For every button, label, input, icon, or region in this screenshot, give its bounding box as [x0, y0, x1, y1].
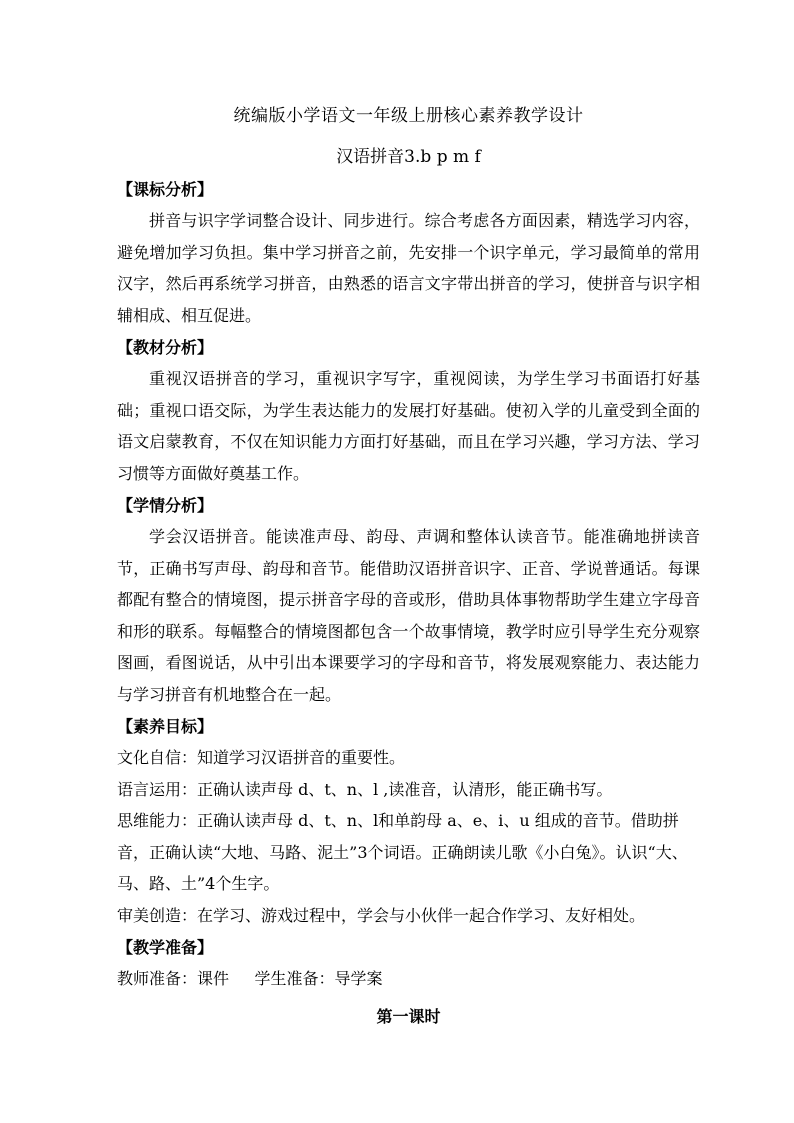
curriculum-heading: 【课标分析】: [117, 180, 214, 199]
textbook-heading: 【教材分析】: [117, 338, 214, 357]
document-subtitle: 汉语拼音3.b p m f: [336, 147, 481, 167]
learners-paragraph: 学会汉语拼音。能读准声母、韵母、声调和整体认读音节。能准确地拼读音节，正确书写声母、韵母和音节。能借助汉语拼音识字、正音、学说普通话。每课都配有整合的情境图，提示拼音字母的音或形，借助具体事物帮助学生建立字母音和形的联系。每幅整合的情境图都包含一个故事情境，教学时应引导学生充分观察图画，看图说话，从中引出本课要学习的字母和音节，将发展观察能力、表达能力与学习拼音有机地整合在一起。: [117, 527, 700, 704]
goal-language: 语言运用：正确认读声母 d、t、n、l ,读准音，认清形，能正确书写。: [117, 779, 613, 799]
curriculum-paragraph: 拼音与识字学词整合设计、同步进行。综合考虑各方面因素，精选学习内容，避免增加学习负担。集中学习拼音之前，先安排一个识字单元，学习最简单的常用汉字，然后再系统学习拼音，由熟悉的语言文字带出拼音的学习，使拼音与识字相辅相成、相互促进。: [117, 211, 700, 325]
prep-student: 学生准备：导学案: [254, 969, 383, 988]
textbook-paragraph: 重视汉语拼音的学习，重视识字写字，重视阅读，为学生学习书面语打好基础；重视口语交际，为学生表达能力的发展打好基础。使初入学的儿童受到全面的语文启蒙教育，不仅在知识能力方面打好基础，而且在学习兴趣，学习方法、学习习惯等方面做好奠基工作。: [117, 369, 700, 483]
goals-heading: 【素养目标】: [117, 717, 214, 736]
lesson-label: 第一课时: [376, 1006, 441, 1026]
goal-culture: 文化自信：知道学习汉语拼音的重要性。: [117, 748, 406, 767]
goal-aesthetic: 审美创造：在学习、游戏过程中，学会与小伙伴一起合作学习、友好相处。: [117, 905, 646, 925]
prep-teacher: 教师准备：课件: [117, 969, 230, 988]
learners-heading: 【学情分析】: [117, 496, 214, 515]
prep-heading: 【教学准备】: [117, 938, 214, 957]
document-title: 统编版小学语文一年级上册核心素养教学设计: [233, 106, 584, 126]
document-content: [117, 100, 700, 1033]
goal-thinking: 思维能力：正确认读声母 d、t、n、l和单韵母 a、e、i、u 组成的音节。借助拼音，正确认读“大地、马路、泥土”3个词语。正确朗读儿歌《小白兔》。认识“大、马、路、土”4个生字。: [117, 811, 688, 893]
prep-line: [117, 963, 700, 995]
